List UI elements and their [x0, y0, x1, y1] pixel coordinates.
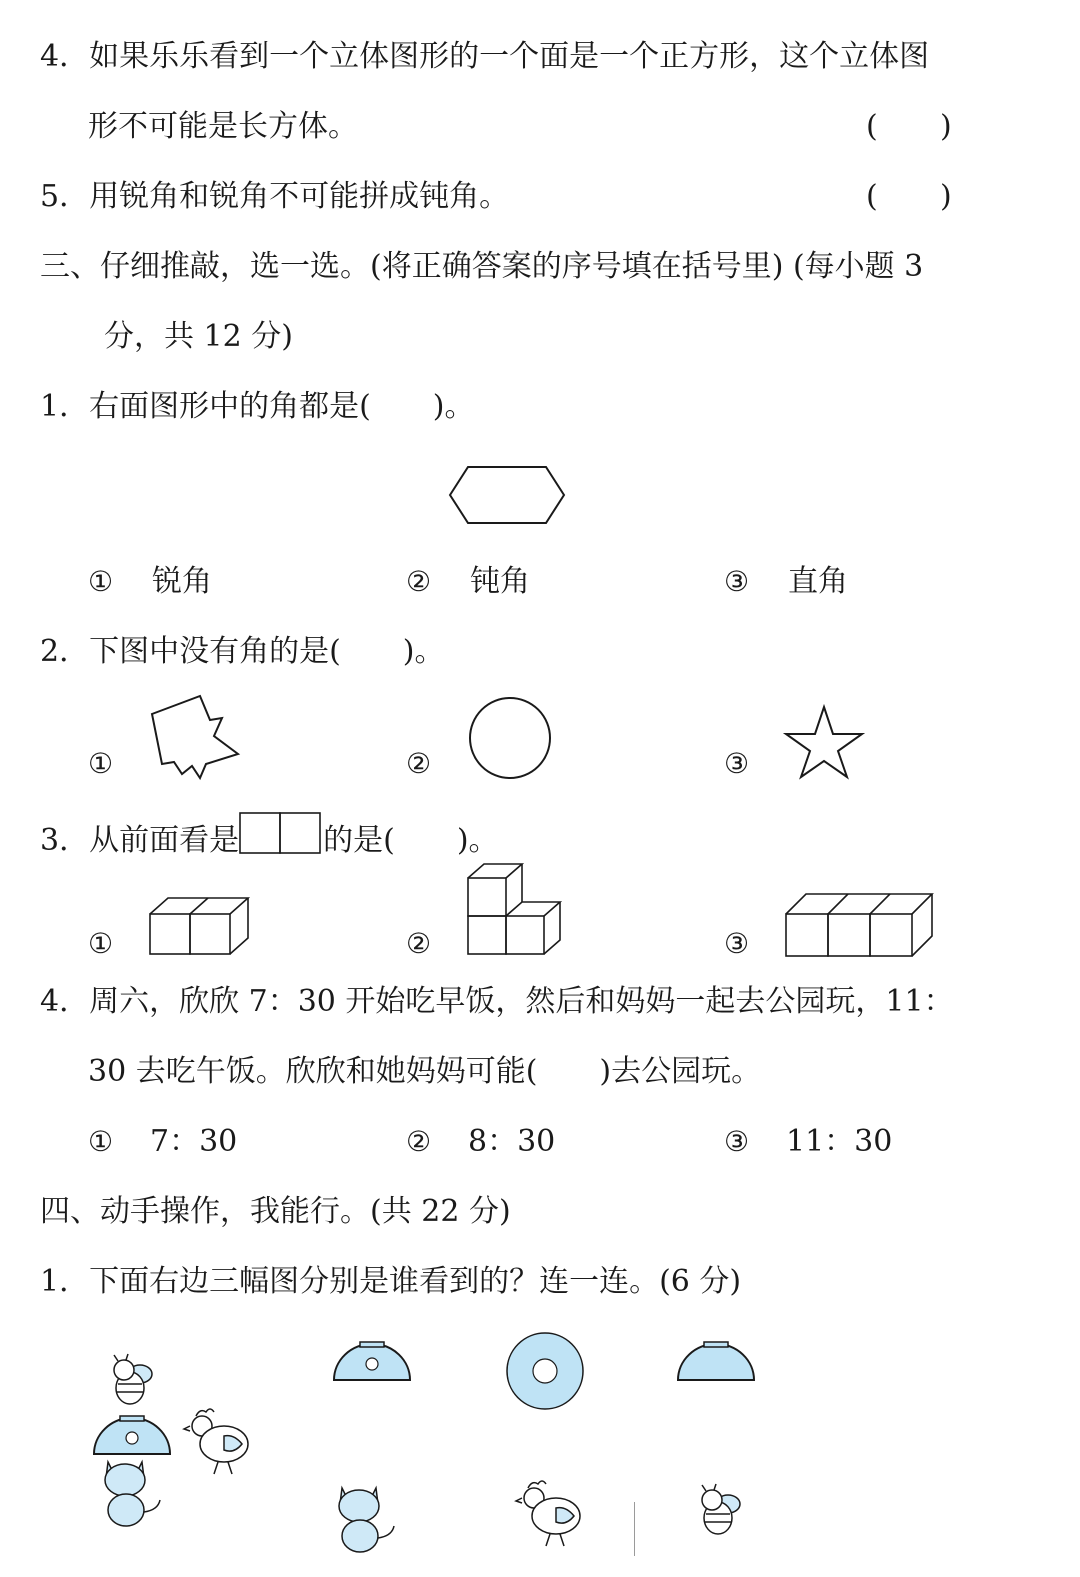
- s3-q2-opt3-mark[interactable]: ③: [724, 747, 750, 780]
- bowl-view-plain-icon[interactable]: [676, 1340, 756, 1382]
- s3-q4-opt1-mark[interactable]: ①: [88, 1125, 114, 1158]
- judge-q5: 5．用锐角和锐角不可能拼成钝角。: [40, 179, 510, 214]
- s3-q4-line2-suffix: )去公园玩。: [599, 1054, 762, 1089]
- judge-q4-line1: 4．如果乐乐看到一个立体图形的一个面是一个正方形，这个立体图: [40, 39, 930, 74]
- judge-q4-line2: 形不可能是长方体。: [88, 109, 358, 144]
- s3-q3-suffix: )。: [456, 823, 499, 858]
- chicken-icon[interactable]: [184, 1406, 256, 1478]
- judge-q5-answer-close: ): [940, 179, 952, 214]
- s3-q1-suffix: )。: [432, 389, 475, 424]
- s3-q2-suffix: )。: [402, 634, 445, 669]
- s3-q4-opt2-text: 8：30: [468, 1124, 556, 1159]
- s3-q3-middle: 的是(: [323, 823, 395, 858]
- s3-q3-prefix: 3．从前面看是: [40, 823, 240, 858]
- bowl-upside-down-icon[interactable]: [92, 1414, 172, 1456]
- chicken-icon-bottom[interactable]: [516, 1478, 588, 1550]
- s3-q3-opt3-mark[interactable]: ③: [724, 927, 750, 960]
- s3-q1-opt1-mark[interactable]: ①: [88, 565, 114, 598]
- bowl-top-view-icon[interactable]: [505, 1331, 585, 1411]
- s3-q2-prefix: 2．下图中没有角的是(: [40, 634, 341, 669]
- s3-q3-stem: [40, 812, 499, 861]
- separator-line: [634, 1502, 635, 1556]
- s3-q1-stem: [40, 387, 475, 427]
- judge-q4-answer-close: ): [940, 109, 952, 144]
- s3-q4-line2-prefix: 30 去吃午饭。欣欣和她妈妈可能(: [88, 1054, 538, 1089]
- s3-q1-opt2-mark[interactable]: ②: [406, 565, 432, 598]
- s3-q1-prefix: 1．右面图形中的角都是(: [40, 389, 371, 424]
- l-shaped-cubes-figure: [466, 862, 562, 958]
- section3-title-line1: 三、仔细推敲，选一选。(将正确答案的序号填在括号里) (每小题 3: [40, 249, 924, 284]
- s3-q1-opt2-text: 钝角: [470, 564, 530, 599]
- s3-q2-opt2-mark[interactable]: ②: [406, 747, 432, 780]
- cat-back-icon[interactable]: [100, 1456, 166, 1528]
- s3-q3-opt1-mark[interactable]: ①: [88, 927, 114, 960]
- star-figure: [784, 703, 864, 779]
- s3-q2-opt1-mark[interactable]: ①: [88, 747, 114, 780]
- s3-q1-opt1-text: 锐角: [152, 564, 212, 599]
- s3-q4-line2: [88, 1052, 761, 1092]
- s3-q3-opt2-mark[interactable]: ②: [406, 927, 432, 960]
- s3-q4-opt3-text: 11：30: [786, 1124, 893, 1159]
- s3-q4-opt3-mark[interactable]: ③: [724, 1125, 750, 1158]
- cat-back-icon-bottom[interactable]: [334, 1482, 400, 1554]
- hexagon-figure: [448, 465, 568, 529]
- two-cubes-row-figure: [148, 896, 250, 958]
- section4-title: 四、动手操作，我能行。(共 22 分): [40, 1194, 511, 1229]
- s3-q4-line1: 4．周六，欣欣 7：30 开始吃早饭，然后和妈妈一起去公园玩，11：: [40, 984, 954, 1019]
- bee-icon-bottom[interactable]: [692, 1484, 744, 1540]
- bee-icon[interactable]: [104, 1354, 156, 1410]
- s3-q1-opt3-mark[interactable]: ③: [724, 565, 750, 598]
- s3-q4-opt1-text: 7：30: [150, 1124, 238, 1159]
- s3-q1-opt3-text: 直角: [788, 564, 848, 599]
- three-cubes-row-figure: [784, 892, 934, 958]
- circle-figure: [465, 693, 555, 783]
- s3-q4-opt2-mark[interactable]: ②: [406, 1125, 432, 1158]
- s3-q2-stem: [40, 632, 445, 672]
- bowl-view-with-flower-icon[interactable]: [332, 1340, 412, 1382]
- irregular-polygon-figure: [148, 692, 248, 782]
- front-view-two-squares-icon: [239, 812, 323, 854]
- judge-q4-answer-open: (: [866, 109, 878, 144]
- section3-title-line2: 分，共 12 分): [104, 319, 293, 354]
- judge-q5-answer-open: (: [866, 179, 878, 214]
- section4-q1: 1．下面右边三幅图分别是谁看到的？连一连。(6 分): [40, 1264, 742, 1299]
